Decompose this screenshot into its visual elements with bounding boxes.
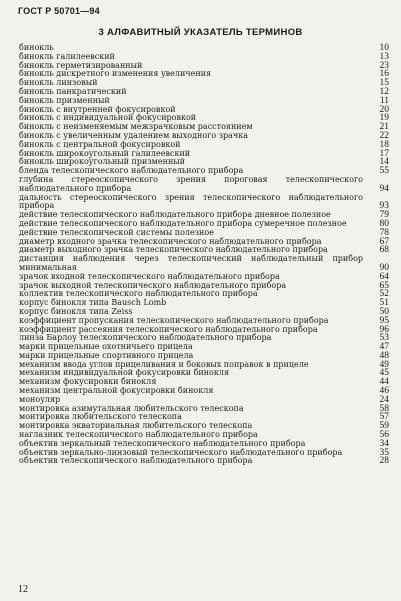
- index-page-ref: 56: [379, 430, 389, 441]
- index-term: бинокль призменный: [19, 95, 110, 105]
- index-page-ref: 65: [379, 280, 389, 291]
- index-term: линза Барлоу телескопического наблюдательного прибора: [19, 333, 272, 343]
- index-entry: [19, 387, 389, 396]
- index-page-ref: 28: [379, 456, 389, 467]
- index-term: бинокль с увеличенным удалением выходного зрачка: [19, 130, 248, 140]
- document-header: ГОСТ Р 50701—94: [18, 6, 100, 16]
- index-page-ref: 22: [379, 130, 389, 141]
- index-term: корпус бинокля типа Zeiss: [19, 306, 133, 316]
- index-term: корпус бинокля типа Bausch Lomb: [19, 298, 167, 308]
- index-entry: [19, 194, 389, 212]
- index-page-ref: 23: [379, 60, 389, 71]
- index-entry: [19, 176, 389, 194]
- index-term: коэффициент пропускания телескопического наблюдательного прибора: [19, 315, 329, 325]
- index-page-ref: 12: [379, 86, 389, 97]
- index-term: объектив зеркальный телескопического наблюдательного прибора: [19, 438, 306, 448]
- term-index-list: [19, 44, 389, 466]
- index-term: наглазник телескопического наблюдательного прибора: [19, 430, 258, 440]
- index-page-ref: 14: [379, 157, 389, 168]
- index-page-ref: 49: [379, 359, 389, 370]
- index-term: механизм индивидуальной фокусировки бинокля: [19, 368, 229, 378]
- index-page-ref: 13: [379, 51, 389, 62]
- index-term: бинокль широкоугольный призменный: [19, 157, 185, 167]
- index-entry: [19, 255, 389, 273]
- index-term: зрачок входной телескопического наблюдательного прибора: [19, 271, 280, 281]
- index-page-ref: 96: [379, 324, 389, 335]
- index-term: диаметр входного зрачка телескопического наблюдательного прибора: [19, 236, 322, 246]
- index-page-ref: 79: [379, 210, 389, 221]
- index-term: моноуляр: [19, 394, 61, 404]
- index-term: бленда телескопического наблюдательного прибора: [19, 166, 244, 176]
- index-term: монтировка экваториальная любительского телескопа: [19, 421, 253, 431]
- index-page-ref: 45: [379, 368, 389, 379]
- index-term: марки прицельные спортивного прицела: [19, 350, 194, 360]
- index-page-ref: 35: [379, 447, 389, 458]
- index-term: коллектив телескопического наблюдательного прибора: [19, 289, 258, 299]
- index-term: бинокль с индивидуальной фокусировкой: [19, 113, 197, 123]
- index-term: марки прицельные охотничьего прицела: [19, 342, 193, 352]
- index-term: механизм центральной фокусировки бинокля: [19, 386, 214, 396]
- index-page-ref: 55: [379, 166, 389, 177]
- index-term: бинокль с центральной фокусировкой: [19, 139, 181, 149]
- index-page-ref: 64: [379, 271, 389, 282]
- index-page-ref: 57: [379, 412, 389, 423]
- index-term: бинокль панкратический: [19, 86, 127, 96]
- index-page-ref: 78: [379, 227, 389, 238]
- index-page-ref: 20: [379, 104, 389, 115]
- index-page-ref: 67: [379, 236, 389, 247]
- index-term: механизм фокусировки бинокля: [19, 377, 157, 387]
- index-term: действие телескопической системы полезное: [19, 227, 214, 237]
- index-page-ref: 24: [379, 394, 389, 405]
- section-title: 3 АЛФАВИТНЫЙ УКАЗАТЕЛЬ ТЕРМИНОВ: [98, 27, 303, 38]
- index-term: бинокль дискретного изменения увеличения: [19, 69, 212, 79]
- index-page-ref: 17: [379, 148, 389, 159]
- index-page-ref: 16: [379, 69, 389, 80]
- index-page-ref: 15: [379, 78, 389, 89]
- index-term: дальность стереоскопического зрения телескопического наблюдательного прибора: [19, 192, 363, 211]
- index-page-ref: 11: [379, 95, 389, 106]
- index-page-ref: 90: [379, 262, 389, 273]
- index-page-ref: 34: [379, 438, 389, 449]
- index-term: бинокль с неизменяемым межзрачковым расстоянием: [19, 122, 253, 132]
- index-page-ref: 48: [379, 350, 389, 361]
- index-term: бинокль линзовый: [19, 78, 98, 88]
- index-term: механизм ввода углов прицеливания и боковых поправок в прицеле: [19, 359, 309, 369]
- index-page-ref: 19: [379, 113, 389, 124]
- index-term: действие телескопического наблюдательного прибора дневное полезное: [19, 210, 331, 220]
- index-term: монтировка любительского телескопа: [19, 412, 182, 422]
- index-page-ref: 59: [379, 421, 389, 432]
- index-term: бинокль широкоугольный галилеевский: [19, 148, 191, 158]
- index-term: дистанция наблюдения через телескопический наблюдательный прибор минимальная: [19, 254, 363, 272]
- index-page-ref: 58: [379, 403, 389, 414]
- index-term: объектив зеркально-линзовый телескопического наблюдательного прибора: [19, 447, 343, 457]
- index-term: зрачок выходной телескопического наблюдательного прибора: [19, 280, 287, 290]
- index-page-ref: 47: [379, 342, 389, 353]
- index-page-ref: 51: [379, 298, 389, 309]
- index-page-ref: 44: [379, 377, 389, 388]
- index-term: объектив телескопического наблюдательного прибора: [19, 456, 253, 466]
- index-page-ref: 10: [379, 43, 389, 53]
- index-term: бинокль с внутренней фокусировкой: [19, 104, 176, 114]
- index-page-ref: 94: [379, 183, 389, 194]
- index-page-ref: 21: [379, 122, 389, 133]
- index-term: диаметр выходного зрачка телескопического наблюдательного прибора: [19, 245, 328, 255]
- index-entry: [19, 457, 389, 466]
- index-term: действие телескопического наблюдательного прибора сумеречное полезное: [19, 218, 347, 228]
- index-page-ref: 80: [379, 218, 389, 229]
- index-term: бинокль галилеевский: [19, 51, 115, 61]
- index-page-ref: 53: [379, 333, 389, 344]
- page-number: 12: [18, 584, 28, 595]
- index-page-ref: 68: [379, 245, 389, 256]
- index-page-ref: 95: [379, 315, 389, 326]
- index-page-ref: 52: [379, 289, 389, 300]
- index-term: монтировка азимутальная любительского телескопа: [19, 403, 244, 413]
- index-term: бинокль герметизированный: [19, 60, 143, 70]
- index-term: коэффициент рассеяния телескопического наблюдательного прибора: [19, 324, 318, 334]
- index-page-ref: 50: [379, 306, 389, 317]
- index-term: глубина стереоскопического зрения пороговая телескопического наблюдательного прибора: [19, 174, 363, 193]
- index-page-ref: 18: [379, 139, 389, 150]
- index-term: бинокль: [19, 43, 54, 52]
- index-page-ref: 46: [379, 386, 389, 397]
- index-page-ref: 93: [379, 201, 389, 212]
